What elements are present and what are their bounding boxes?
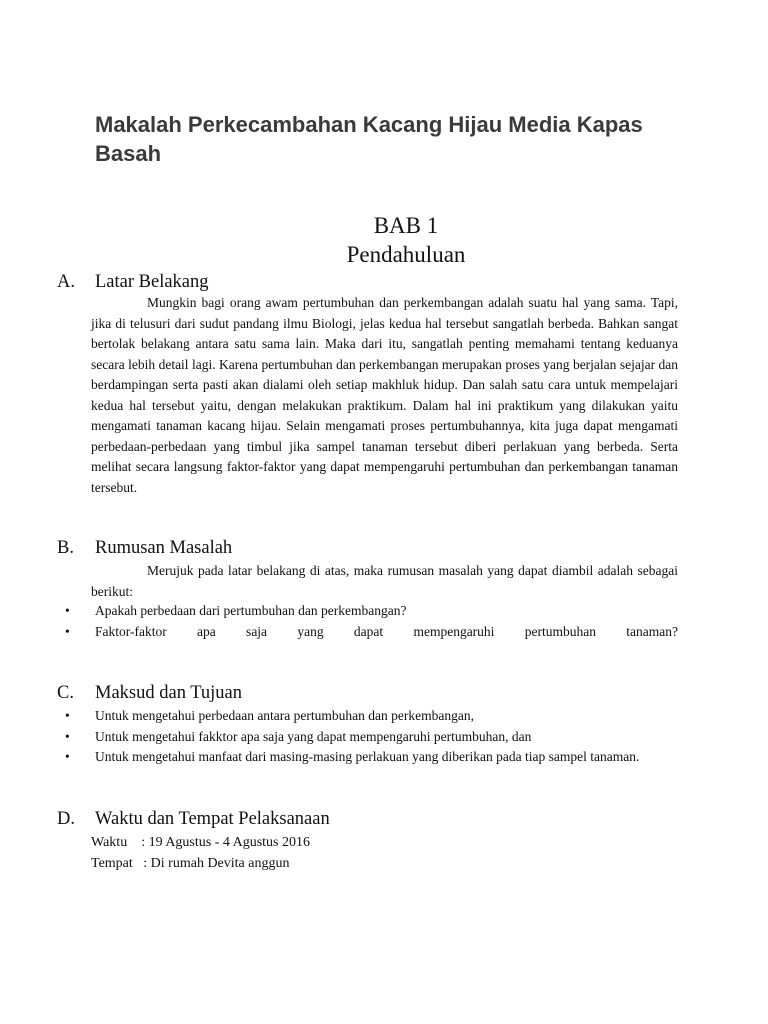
section-d-title: Waktu dan Tempat Pelaksanaan (95, 809, 330, 829)
list-item-text: Untuk mengetahui fakktor apa saja yang dapat mempengaruhi pertumbuhan, dan (95, 728, 532, 744)
list-item-text: Apakah perbedaan dari pertumbuhan dan perkembangan? (95, 603, 407, 618)
section-a-paragraph: Mungkin bagi orang awam pertumbuhan dan perkembangan adalah suatu hal yang sama. Tapi, jika di telusuri dari sudut pandang ilmu Biologi, jelas kedua hal tersebut sangatlah berbeda. Bahkan sangat bertolak belakang antara satu sama lain. Maka dari itu, sangatlah penting memahami tentang keduanya secara lebih detail lagi. Karena pertumbuhan dan perkembangan merupakan proses yang berjalan sejajar dan berdampingan serta pasti akan dialami oleh setiap makhluk hidup. Dan salah satu cara untuk mempelajari kedua hal tersebut yaitu, dengan melakukan praktikum. Dalam hal ini praktikum yang dilakukan yaitu mengamati tanaman kacang hijau. Selain mengamati proses pertumbuhannya, kita juga dapat mengamati perbedaan-perbedaan yang timbul jika sampel tanaman tersebut diberi perlakuan yang berbeda. Serta melihat secara langsung faktor-faktor yang dapat mempengaruhi pertumbuhan dan perkembangan tanaman tersebut. (91, 295, 678, 495)
place-label: Tempat (91, 856, 133, 871)
chapter-heading (0, 211, 768, 269)
place-row: Tempat : Di rumah Devita anggun (91, 856, 290, 871)
list-item (60, 622, 678, 643)
list-item (60, 706, 678, 727)
section-a-letter: A. (57, 272, 75, 292)
section-c-heading (57, 681, 242, 705)
section-b-title: Rumusan Masalah (95, 538, 233, 558)
document-title: Makalah Perkecambahan Kacang Hijau Media Kapas Basah (95, 112, 643, 166)
section-c-letter: C. (57, 683, 74, 703)
section-d-letter: D. (57, 809, 75, 829)
bullet-icon: • (65, 603, 70, 618)
section-b-heading (57, 536, 232, 560)
place-value: Di rumah Devita anggun (150, 856, 290, 871)
list-item-text: Untuk mengetahui manfaat dari masing-masing perlakuan yang diberikan pada tiap sampel tanaman. (95, 749, 640, 764)
time-value: 19 Agustus - 4 Agustus 2016 (148, 835, 311, 850)
list-item-text: Untuk mengetahui perbedaan antara pertumbuhan dan perkembangan, (95, 708, 474, 723)
section-a-heading (57, 270, 209, 294)
section-b-letter: B. (57, 538, 74, 558)
section-b-list (60, 601, 678, 642)
section-c-list (60, 706, 678, 768)
list-item (60, 601, 678, 622)
section-a-title: Latar Belakang (95, 272, 209, 292)
list-item-text: Faktor-faktor apa saja yang dapat mempengaruhi pertumbuhan tanaman? (95, 623, 678, 639)
chapter-name: Pendahuluan (346, 242, 466, 267)
bullet-icon: • (65, 728, 70, 744)
section-d-details (91, 832, 310, 874)
list-item (60, 727, 678, 748)
list-item (60, 747, 678, 768)
chapter-number: BAB 1 (373, 213, 439, 238)
bullet-icon: • (65, 749, 70, 764)
bullet-icon: • (65, 623, 70, 639)
bullet-icon: • (65, 708, 70, 723)
section-c-title: Maksud dan Tujuan (95, 683, 242, 703)
time-label: Waktu (91, 835, 128, 850)
section-d-heading (57, 807, 330, 831)
time-row: Waktu : 19 Agustus - 4 Agustus 2016 (91, 835, 311, 850)
section-b-intro: Merujuk pada latar belakang di atas, maka rumusan masalah yang dapat diambil adalah sebagai berikut: (91, 563, 678, 599)
